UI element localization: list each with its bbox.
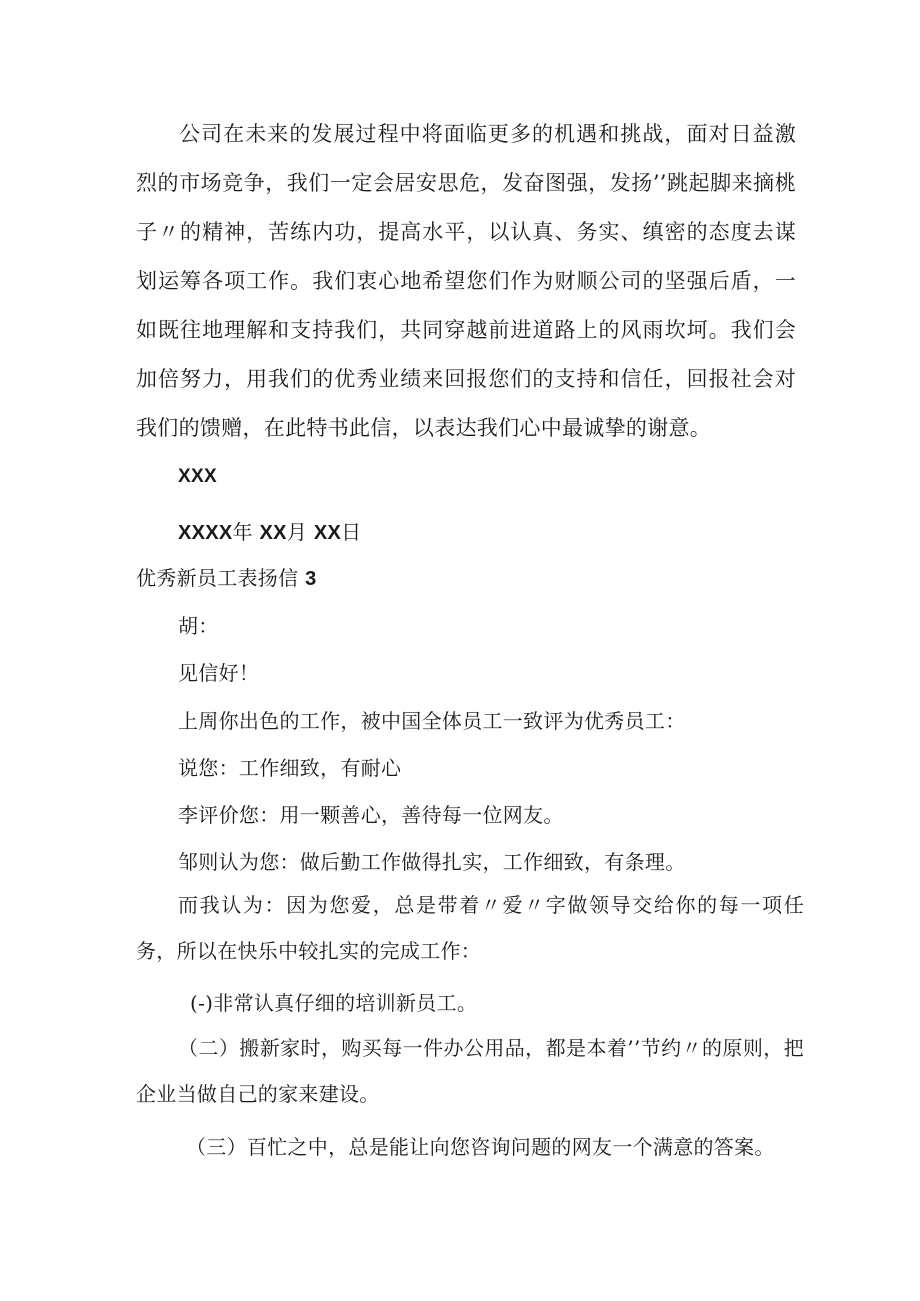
list-item-1: (-)非常认真仔细的培训新员工。 [190,991,478,1015]
salutation: 胡： [178,614,219,638]
signature: XXX [178,466,217,487]
section-heading-text: 优秀新员工表扬信 [136,566,299,590]
date-day: XX [313,522,342,544]
section-heading [136,562,317,591]
body-line: 邹则认为您：做后勤工作做得扎实，工作细致，有条理。 [178,850,686,874]
intro-paragraph: 公司在未来的发展过程中将面临更多的机遇和挑战，面对日益激烈的市场竞争，我们一定会居安思危，发奋图强，发扬’’跳起脚来摘桃子〃的精神，苦练内功，提高水平，以认真、务实、缜密的态度去谋划运筹各项工作。我们衷心地希望您们作为财顺公司的坚强后盾，一如既往地理解和支持我们，共同穿越前进道路上的风雨坎坷。我们会加倍努力，用我们的优秀业绩来回报您们的支持和信任，回报社会对我们的馈赠，在此特书此信，以表达我们心中最诚挚的谢意。 [136,122,796,440]
greeting: 见信好！ [178,661,260,685]
date-day-unit: 日 [341,520,362,544]
date-year: XXXX [178,522,233,544]
section-heading-number: 3 [305,568,317,590]
date-month-unit: 月 [286,520,308,544]
opinion-paragraph: 而我认为：因为您爱，总是带着〃爱〃字做领导交给你的每一项任务，所以在快乐中较扎实的完成工作： [136,893,804,963]
list-item-2: （二）搬新家时，购买每一件办公用品，都是本着’’节约〃的原则，把企业当做自己的家来建设。 [136,1036,804,1106]
body-line: 说您：工作细致，有耐心 [178,756,402,780]
date-year-unit: 年 [232,520,253,544]
list-item-3: （三）百忙之中，总是能让向您咨询问题的网友一个满意的答案。 [186,1135,775,1159]
body-line: 上周你出色的工作，被中国全体员工一致评为优秀员工： [178,709,686,733]
date-month: XX [259,522,287,544]
body-line: 李评价您：用一颗善心，善待每一位网友。 [178,803,564,827]
letter-date [178,516,361,545]
